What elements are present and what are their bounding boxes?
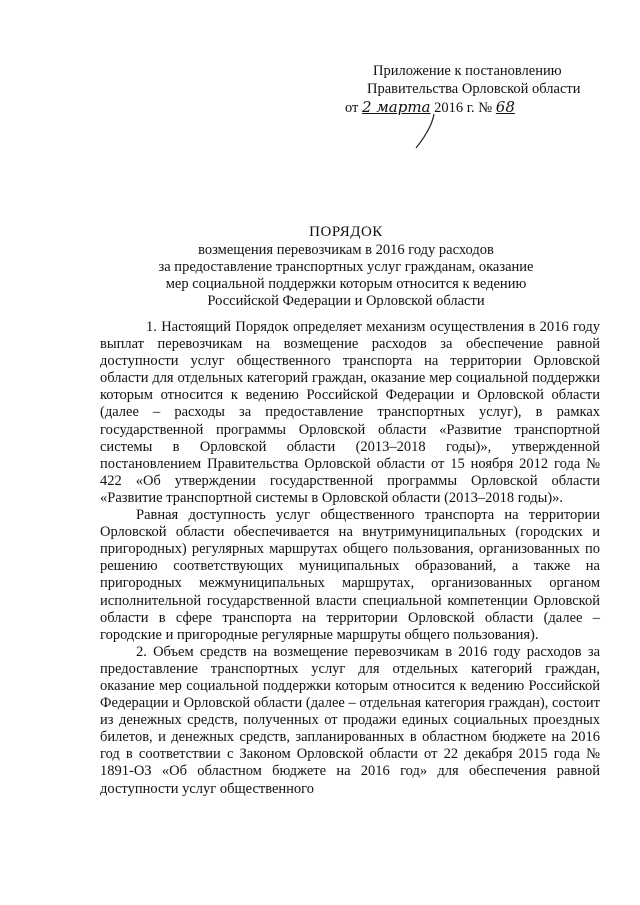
attachment-line-1: Приложение к постановлению [373,63,562,79]
attachment-year: 2016 г. № [434,100,493,116]
title-line-2: за предоставление транспортных услуг гражданам, оказание [158,259,534,275]
attachment-header [345,62,605,117]
attachment-date-line [345,98,605,117]
title-line-1: возмещения перевозчикам в 2016 году расходов [198,242,494,258]
paragraph-1: 1. Настоящий Порядок определяет механизм осуществления в 2016 году выплат перевозчикам на возмещение расходов за обеспечение равной доступности услуг общественного транспорта на территории Орловской области для отдельных категорий граждан, оказание мер социальной поддержки которым относится к ведению Российской Федерации и Орловской области (далее – расходы за предоставление транспортных услуг), в рамках государственной программы Орловской области «Развитие транспортной системы в Орловской области (2013–2018 годы)», утвержденной постановлением Правительства Орловской области от 15 ноября 2012 года № 422 «Об утверждении государственной программы Орловской области «Развитие транспортной системы в Орловской области (2013–2018 годы)». [100,319,600,506]
document-heading: ПОРЯДОК [309,224,383,240]
signature-stroke-icon [412,112,442,152]
handwritten-number: 68 [495,98,515,116]
title-line-4: Российской Федерации и Орловской области [207,293,485,309]
paragraph-2: Равная доступность услуг общественного транспорта на территории Орловской области обеспечивается на внутримуниципальных (городских и пригородных) регулярных маршрутах общего пользования, организованных по решению соответствующих муниципальных образований, а также на пригородных межмуниципальных маршрутах, организованных органом исполнительной государственной власти специальной компетенции Орловской области в сфере транспорта на территории Орловской области (далее – городские и пригородные регулярные маршруты общего пользования). [100,507,600,643]
attachment-line-2: Правительства Орловской области [367,81,581,97]
attachment-prefix: от [345,100,359,116]
handwritten-date: 2 марта [362,98,431,116]
paragraph-3: 2. Объем средств на возмещение перевозчикам в 2016 году расходов за предоставление транспортных услуг для отдельных категорий граждан, оказание мер социальной поддержки которым относится к ведению Российской Федерации и Орловской области (далее – отдельная категория граждан), состоит из денежных средств, полученных от продажи единых социальных проездных билетов, и денежных средств, запланированных в областном бюджете на 2016 год в соответствии с Законом Орловской области от 22 декабря 2015 года № 1891-ОЗ «Об областном бюджете на 2016 год» для обеспечения равной доступности услуг общественного [100,643,600,797]
document-body [100,319,600,798]
document-title-block [100,224,592,310]
title-line-3: мер социальной поддержки которым относится к ведению [165,276,527,292]
